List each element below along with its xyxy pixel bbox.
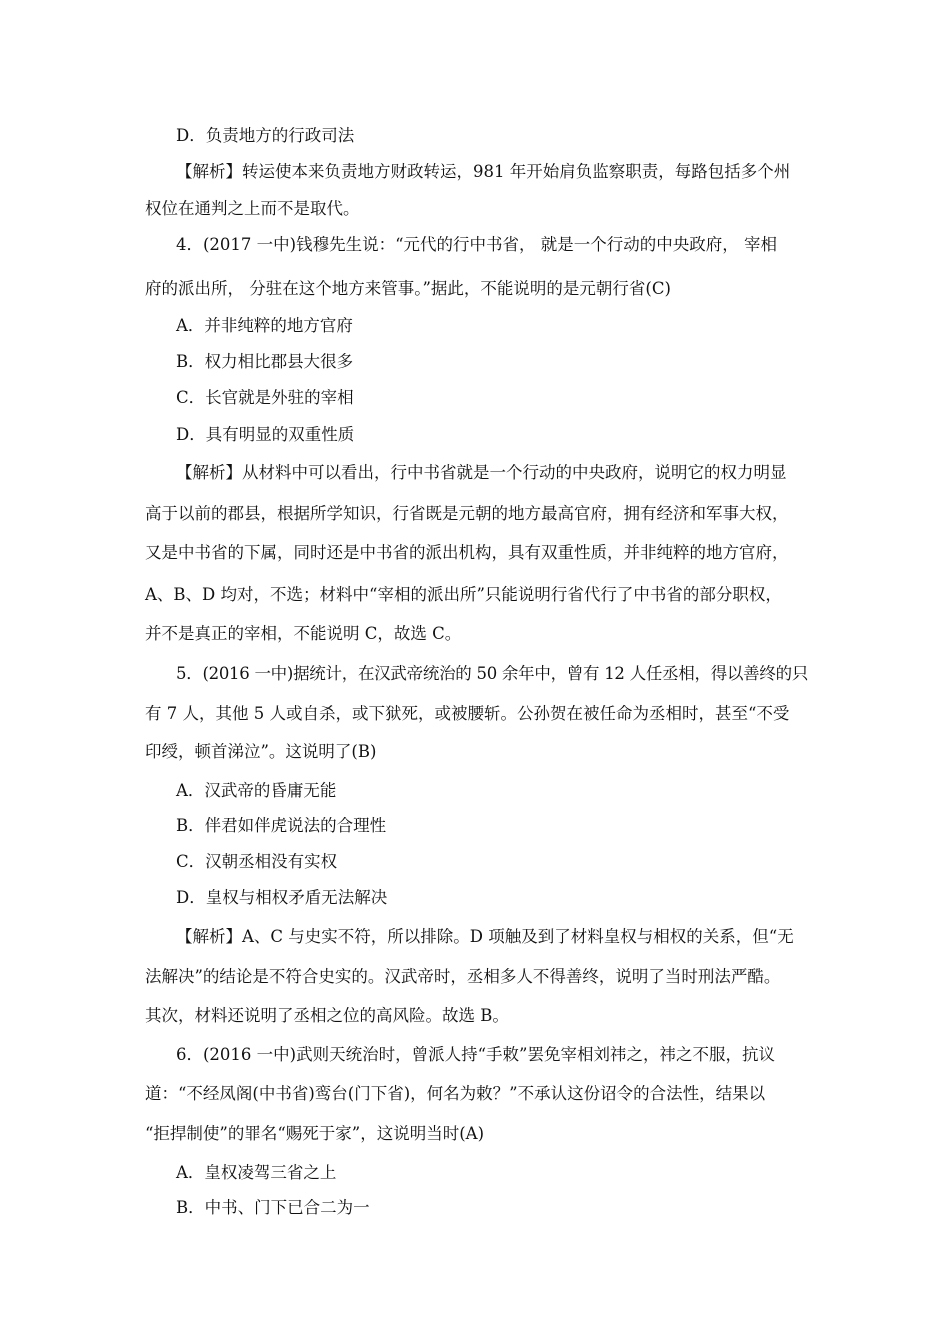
- line-q4-analysis-2: 高于以前的郡县，根据所学知识，行省既是元朝的地方最高官府，拥有经济和军事大权，: [145, 504, 789, 523]
- line-q4-stem-2: 府的派出所， 分驻在这个地方来管事。”据此，不能说明的是元朝行省(C): [145, 279, 671, 298]
- line-q6-stem-1: 6．(2016 一中)武则天统治时，曾派人持“手敕”罢免宰相刘祎之，祎之不服，抗议: [176, 1045, 775, 1064]
- line-q4-option-d: D．具有明显的双重性质: [176, 425, 355, 444]
- line-q4-analysis-1: 【解析】从材料中可以看出，行中书省就是一个行动的中央政府，说明它的权力明显: [176, 463, 787, 482]
- line-q4-analysis-4: A、B、D 均对，不选；材料中“宰相的派出所”只能说明行省代行了中书省的部分职权，: [145, 585, 782, 604]
- line-q5-stem-2: 有 7 人，其他 5 人或自杀，或下狱死，或被腰斩。公孙贺在被任命为丞相时，甚至“不受: [145, 704, 790, 723]
- line-q5-analysis-3: 其次，材料还说明了丞相之位的高风险。故选 B。: [145, 1006, 509, 1025]
- line-q4-option-b: B．权力相比郡县大很多: [176, 352, 354, 371]
- line-q3-option-d: D．负责地方的行政司法: [176, 126, 355, 145]
- line-q5-stem-1: 5．(2016 一中)据统计，在汉武帝统治的 50 余年中，曾有 12 人任丞相，得以善终的只: [176, 664, 809, 683]
- line-q5-option-a: A．汉武帝的昏庸无能: [176, 781, 337, 800]
- line-q5-stem-3: 印绶，顿首涕泣”。这说明了(B): [145, 742, 377, 761]
- line-q4-analysis-3: 又是中书省的下属，同时还是中书省的派出机构，具有双重性质，并非纯粹的地方官府，: [145, 543, 789, 562]
- line-q6-stem-3: “拒捍制使”的罪名“赐死于家”，这说明当时(A): [145, 1124, 485, 1143]
- line-q3-analysis-2: 权位在通判之上而不是取代。: [145, 199, 360, 218]
- line-q5-option-c: C．汉朝丞相没有实权: [176, 852, 338, 871]
- line-q5-option-d: D．皇权与相权矛盾无法解决: [176, 888, 388, 907]
- line-q4-analysis-5: 并不是真正的宰相，不能说明 C，故选 C。: [145, 624, 462, 643]
- line-q3-analysis-1: 【解析】转运使本来负责地方财政转运，981 年开始肩负监察职责，每路包括多个州: [176, 162, 791, 181]
- line-q6-stem-2: 道：“不经凤阁(中书省)鸾台(门下省)，何名为敕？”不承认这份诏令的合法性，结果以: [145, 1084, 766, 1103]
- line-q5-option-b: B．伴君如伴虎说法的合理性: [176, 816, 387, 835]
- line-q4-option-c: C．长官就是外驻的宰相: [176, 388, 354, 407]
- line-q6-option-b: B．中书、门下已合二为一: [176, 1198, 370, 1217]
- line-q6-option-a: A．皇权凌驾三省之上: [176, 1163, 337, 1182]
- line-q5-analysis-2: 法解决”的结论是不符合史实的。汉武帝时，丞相多人不得善终，说明了当时刑法严酷。: [145, 967, 781, 986]
- line-q4-option-a: A．并非纯粹的地方官府: [176, 316, 353, 335]
- line-q5-analysis-1: 【解析】A、C 与史实不符，所以排除。D 项触及到了材料皇权与相权的关系，但“无: [176, 927, 794, 946]
- line-q4-stem-1: 4．(2017 一中)钱穆先生说：“元代的行中书省， 就是一个行动的中央政府， 宰相: [176, 235, 778, 254]
